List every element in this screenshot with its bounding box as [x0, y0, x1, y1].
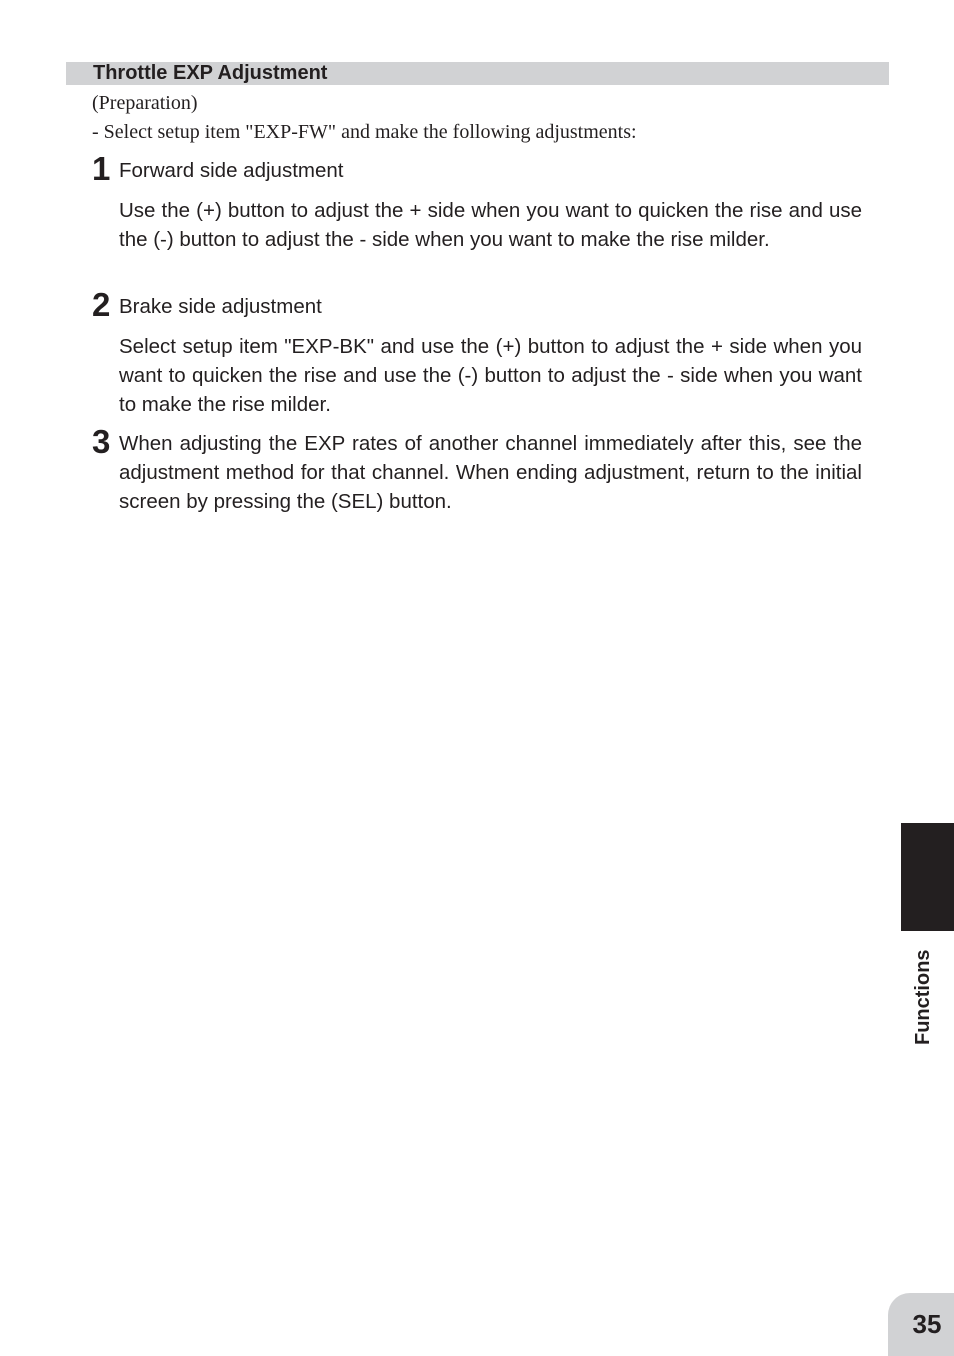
step-body: Select setup item "EXP-BK" and use the (+) button to adjust the + side when you want to quicken the rise and use the (-) button to adjust the - side when you want to make the rise milder. [119, 335, 862, 416]
step-body: When adjusting the EXP rates of another channel immediately after this, see the adjustment method for that channel. When ending adjustment, return to the initial screen by pressing the (SEL) button. [119, 432, 862, 513]
chapter-tab-marker [901, 823, 954, 931]
step-body: Use the (+) button to adjust the + side when you want to quicken the rise and use the (-) button to adjust the - side when you want to make the rise milder. [119, 199, 862, 251]
chapter-tab-label: Functions [912, 949, 934, 1045]
step-heading: Brake side adjustment [119, 295, 322, 318]
step-heading: Forward side adjustment [119, 159, 344, 182]
step-number: 1 [92, 150, 111, 187]
section-header-bar [66, 62, 889, 85]
page-number: 35 [912, 1309, 942, 1339]
section-title: Throttle EXP Adjustment [93, 62, 328, 84]
preparation-label: (Preparation) [92, 92, 198, 114]
step-number: 3 [92, 423, 111, 460]
page-number-tab [888, 1293, 954, 1356]
step-number: 2 [92, 286, 111, 323]
preparation-instruction: - Select setup item "EXP-FW" and make the following adjustments: [92, 121, 637, 143]
